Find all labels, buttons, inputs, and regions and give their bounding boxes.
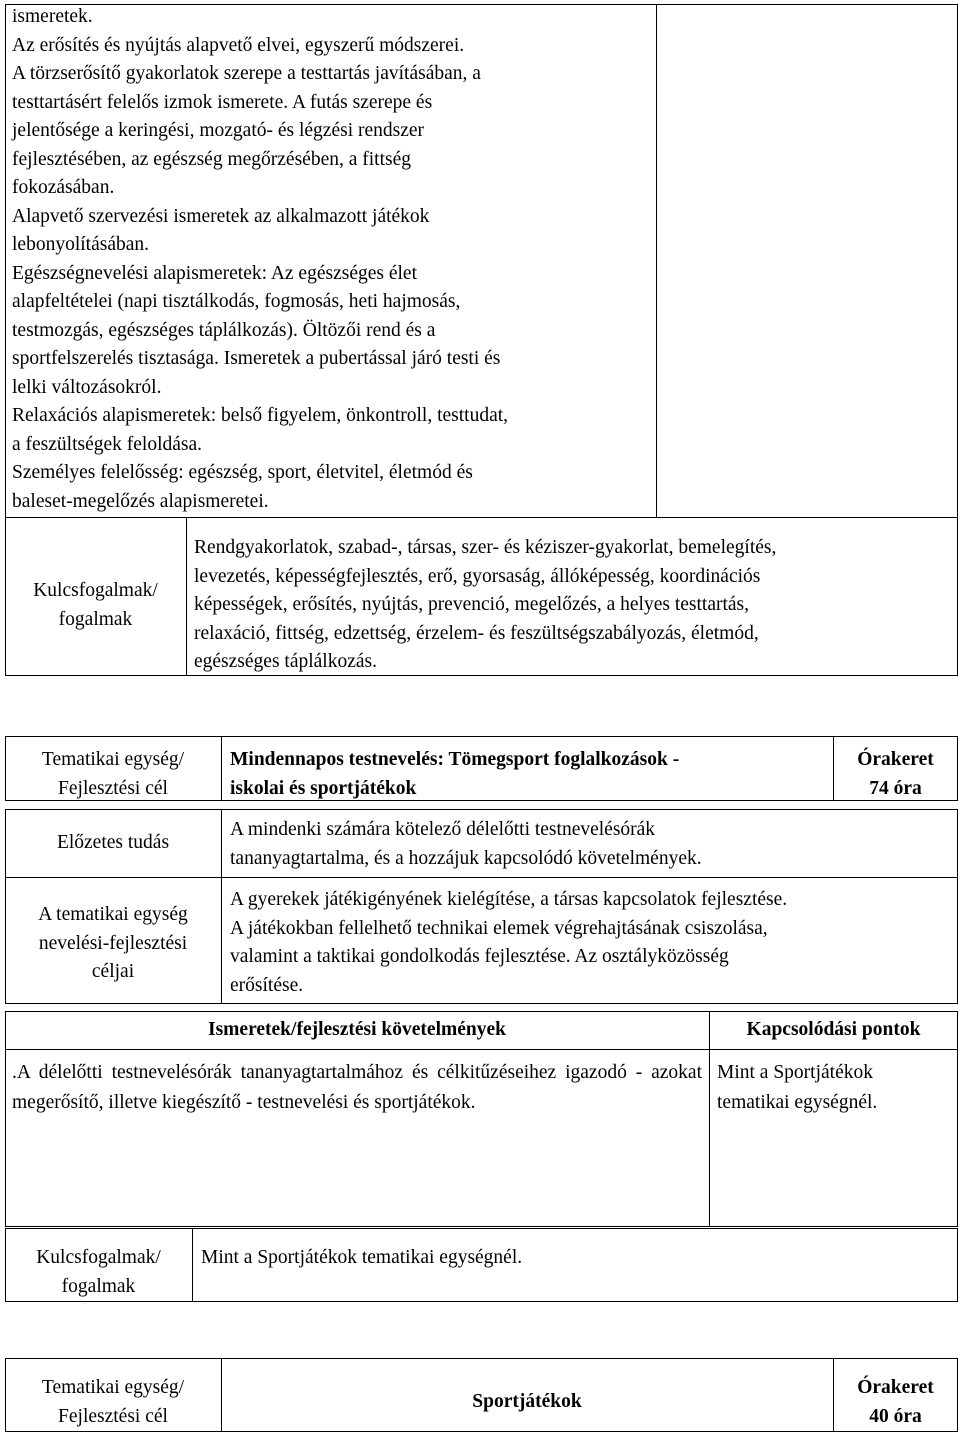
text-line: Rendgyakorlatok, szabad-, társas, szer- és kéziszer-gyakorlat, bemelegítés,	[194, 537, 777, 558]
key-concepts-label-2	[5, 1244, 192, 1301]
text-line: lebonyolításában.	[12, 234, 150, 255]
text-line: relaxáció, fittség, edzettség, érzelem- és feszültségszabályozás, életmód,	[194, 622, 759, 644]
connections-header	[709, 1016, 958, 1045]
goals-text	[230, 886, 956, 1000]
text-line: egészséges táplálkozás.	[194, 651, 378, 672]
text-line: képességek, erősítés, nyújtás, prevenció, megelőzés, a helyes testtartás,	[194, 594, 750, 615]
hours-label: Órakeret	[857, 749, 934, 770]
text-line: A törzserősítő gyakorlatok szerepe a testtartás javításában, a	[12, 63, 481, 84]
goals-label-line: nevelési-fejlesztési	[38, 932, 188, 954]
requirements-header-divider	[5, 1049, 958, 1050]
text-line: testmozgás, egészséges táplálkozás). Öltözői rend és a	[12, 319, 436, 341]
key-concepts-label-line: Kulcsfogalmak/	[36, 1247, 161, 1268]
text-line: fejlesztésében, az egészség megőrzésében, a fittség	[12, 148, 412, 170]
hours-value: 74 óra	[869, 777, 922, 799]
text-line: A mindenki számára kötelező délelőtti testnevelésórák	[230, 819, 656, 840]
text-line: baleset-megelőzés alapismeretei.	[12, 490, 269, 512]
continuation-row-divider	[5, 517, 958, 518]
text-line: Egészségnevelési alapismeretek: Az egészséges élet	[12, 262, 417, 284]
text-line: lelki változásokról.	[12, 376, 162, 398]
text-line: Relaxációs alapismeretek: belső figyelem, önkontroll, testtudat,	[12, 405, 509, 426]
theme-label-line: Fejlesztési cél	[58, 777, 168, 799]
text-line: erősítése.	[230, 974, 304, 996]
next-unit-title	[221, 1388, 833, 1417]
prior-goals-divider	[221, 809, 222, 1004]
key-concepts-text-2	[201, 1244, 951, 1273]
text-line: alapfeltételei (napi tisztálkodás, fogmosás, heti hajmosás,	[12, 291, 461, 312]
theme-label	[5, 746, 221, 803]
text-line: Az erősítés és nyújtás alapvető elvei, egyszerű módszerei.	[12, 34, 465, 56]
connections-text	[717, 1058, 955, 1118]
requirements-header	[5, 1016, 709, 1045]
theme-label-line: Fejlesztési cél	[58, 1405, 168, 1427]
next-unit-title-text: Sportjátékok	[472, 1391, 582, 1412]
unit-title-line: Mindennapos testnevelés: Tömegsport foglalkozások -	[230, 749, 680, 770]
text-line: a feszültségek feloldása.	[12, 433, 203, 455]
key-concepts-divider	[192, 1228, 193, 1302]
requirements-header-text: Ismeretek/fejlesztési követelmények	[208, 1019, 506, 1040]
next-hours-box	[833, 1374, 958, 1431]
text-line: tematikai egységnél.	[717, 1092, 878, 1113]
key-concepts-label-line: fogalmak	[61, 1275, 136, 1297]
key-concepts-label	[5, 577, 186, 634]
requirements-text	[12, 1058, 702, 1118]
key-concepts-column-divider	[186, 517, 187, 676]
text-line: Személyes felelősség: egészség, sport, életvitel, életmód és	[12, 462, 473, 483]
prior-knowledge-label-text: Előzetes tudás	[56, 832, 170, 853]
text-line: fokozásában.	[12, 177, 115, 198]
next-theme-label	[5, 1374, 221, 1431]
prior-knowledge-label	[5, 829, 221, 858]
hours-box	[833, 746, 958, 803]
continuation-column-divider	[656, 4, 657, 518]
connections-header-text: Kapcsolódási pontok	[746, 1019, 921, 1040]
text-line: jelentősége a keringési, mozgató- és légzési rendszer	[12, 120, 425, 141]
requirements-text-body: .A délelőtti testnevelésórák tananyagtartalmához és célkitűzéseihez igazodó - azokat megerősítő, illetve kiegészítő - testnevelési és sportjátékok.	[12, 1062, 702, 1113]
text-line: A játékokban fellelhető technikai elemek végrehajtásának csiszolása,	[230, 917, 768, 939]
text-line: tananyagtartalma, és a hozzájuk kapcsolódó követelmények.	[230, 847, 702, 869]
goals-label-line: céljai	[91, 961, 135, 982]
text-line: valamint a taktikai gondolkodás fejlesztése. Az osztályközösség	[230, 946, 729, 967]
text-line: testtartásért felelős izmok ismerete. A futás szerepe és	[12, 91, 433, 113]
text-line: Alapvető szervezési ismeretek az alkalmazott játékok	[12, 205, 430, 227]
theme-label-line: Tematikai egység/	[41, 1377, 185, 1398]
prior-knowledge-text	[230, 816, 950, 873]
unit-header-divider	[221, 736, 222, 801]
key-concepts-label-line: fogalmak	[58, 608, 133, 630]
unit-title	[230, 746, 830, 803]
continuation-text	[12, 3, 656, 516]
text-line: levezetés, képességfejlesztés, erő, gyorsaság, állóképesség, koordinációs	[194, 565, 761, 587]
text-line: Mint a Sportjátékok	[717, 1062, 873, 1083]
hours-label: Órakeret	[857, 1377, 934, 1398]
key-concepts-text	[194, 534, 954, 677]
text-line: ismeretek.	[12, 6, 93, 27]
key-concepts-label-line: Kulcsfogalmak/	[33, 580, 158, 601]
text-line: sportfelszerelés tisztasága. Ismeretek a pubertással járó testi és	[12, 348, 501, 369]
unit-title-line: iskolai és sportjátékok	[230, 777, 417, 799]
goals-label-line: A tematikai egység	[38, 904, 188, 925]
prior-goals-row-divider	[5, 877, 958, 878]
theme-label-line: Tematikai egység/	[41, 749, 185, 770]
text-line: A gyerekek játékigényének kielégítése, a társas kapcsolatok fejlesztése.	[230, 889, 788, 910]
goals-label	[5, 901, 221, 987]
key-concepts-text-body: Mint a Sportjátékok tematikai egységnél.	[201, 1247, 523, 1268]
hours-value: 40 óra	[869, 1405, 922, 1427]
